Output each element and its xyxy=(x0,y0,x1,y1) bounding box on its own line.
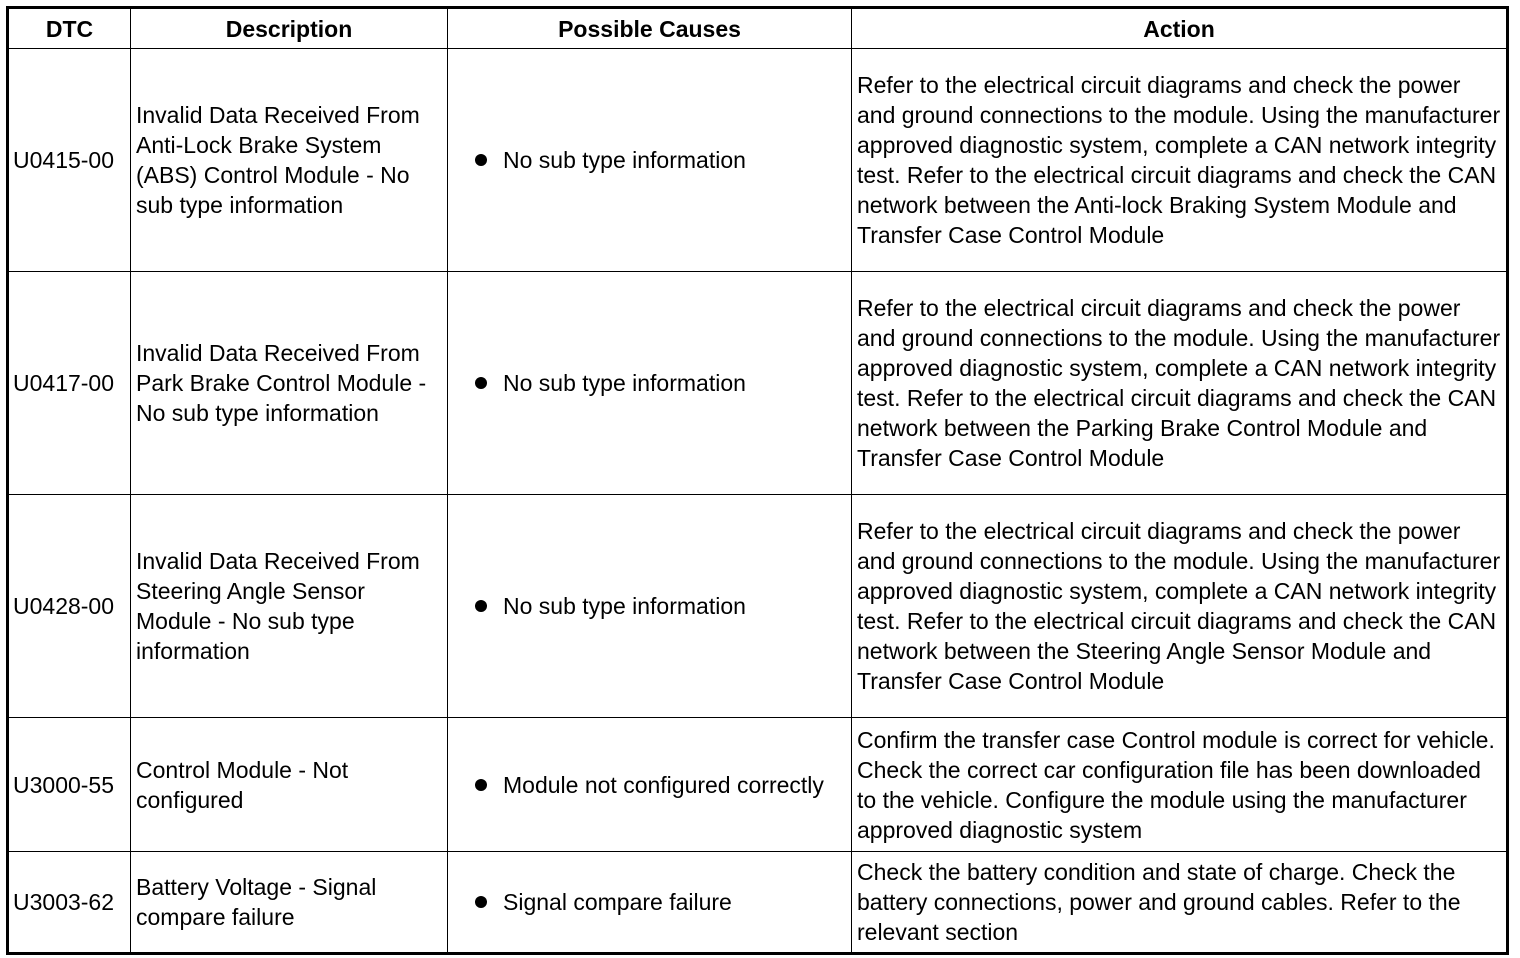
dtc-code: U0415-00 xyxy=(8,49,131,272)
action-cell: Refer to the electrical circuit diagrams and check the power and ground connections to the module. Using the manufacturer approved diagnostic system, complete a CAN network integrity test. Refer to the electrical circuit diagrams and check the CAN network between the Anti-lock Braking System Module and Transfer Case Control Module xyxy=(852,49,1508,272)
description-cell: Invalid Data Received From Park Brake Control Module - No sub type information xyxy=(131,272,448,495)
cause-item xyxy=(453,887,846,917)
bullet-icon xyxy=(475,600,487,612)
causes-cell xyxy=(448,495,852,718)
dtc-code: U3003-62 xyxy=(8,852,131,954)
causes-cell xyxy=(448,272,852,495)
header-row xyxy=(8,8,1508,49)
causes-cell xyxy=(448,718,852,852)
cause-item xyxy=(453,591,846,621)
action-cell: Confirm the transfer case Control module is correct for vehicle. Check the correct car configuration file has been downloaded to the vehicle. Configure the module using the manufacturer approved diagnostic system xyxy=(852,718,1508,852)
cause-text: Module not configured correctly xyxy=(503,771,824,798)
header-description: Description xyxy=(131,8,448,49)
dtc-table xyxy=(6,6,1509,955)
description-cell: Invalid Data Received From Steering Angle Sensor Module - No sub type information xyxy=(131,495,448,718)
causes-list xyxy=(453,368,846,398)
table-row xyxy=(8,852,1508,954)
causes-list xyxy=(453,770,846,800)
causes-cell xyxy=(448,852,852,954)
causes-list xyxy=(453,145,846,175)
causes-list xyxy=(453,887,846,917)
table-row xyxy=(8,49,1508,272)
bullet-icon xyxy=(475,896,487,908)
table-body xyxy=(8,49,1508,954)
cause-text: Signal compare failure xyxy=(503,889,732,915)
action-cell: Check the battery condition and state of charge. Check the battery connections, power and ground cables. Refer to the relevant section xyxy=(852,852,1508,954)
description-cell: Invalid Data Received From Anti-Lock Brake System (ABS) Control Module - No sub type information xyxy=(131,49,448,272)
description-cell: Control Module - Not configured xyxy=(131,718,448,852)
cause-text: No sub type information xyxy=(503,593,746,619)
table-row xyxy=(8,718,1508,852)
header-action: Action xyxy=(852,8,1508,49)
bullet-icon xyxy=(475,377,487,389)
description-cell: Battery Voltage - Signal compare failure xyxy=(131,852,448,954)
bullet-icon xyxy=(475,154,487,166)
table-row xyxy=(8,272,1508,495)
action-cell: Refer to the electrical circuit diagrams and check the power and ground connections to the module. Using the manufacturer approved diagnostic system, complete a CAN network integrity test. Refer to the electrical circuit diagrams and check the CAN network between the Parking Brake Control Module and Transfer Case Control Module xyxy=(852,272,1508,495)
causes-list xyxy=(453,591,846,621)
header-dtc: DTC xyxy=(8,8,131,49)
dtc-code: U3000-55 xyxy=(8,718,131,852)
action-cell: Refer to the electrical circuit diagrams and check the power and ground connections to the module. Using the manufacturer approved diagnostic system, complete a CAN network integrity test. Refer to the electrical circuit diagrams and check the CAN network between the Steering Angle Sensor Module and Transfer Case Control Module xyxy=(852,495,1508,718)
cause-text: No sub type information xyxy=(503,147,746,173)
bullet-icon xyxy=(475,779,487,791)
causes-cell xyxy=(448,49,852,272)
header-possible-causes: Possible Causes xyxy=(448,8,852,49)
cause-text: No sub type information xyxy=(503,370,746,396)
dtc-code: U0428-00 xyxy=(8,495,131,718)
table-row xyxy=(8,495,1508,718)
cause-item xyxy=(453,368,846,398)
dtc-code: U0417-00 xyxy=(8,272,131,495)
table-header xyxy=(8,8,1508,49)
cause-item xyxy=(453,145,846,175)
cause-item xyxy=(453,770,846,800)
